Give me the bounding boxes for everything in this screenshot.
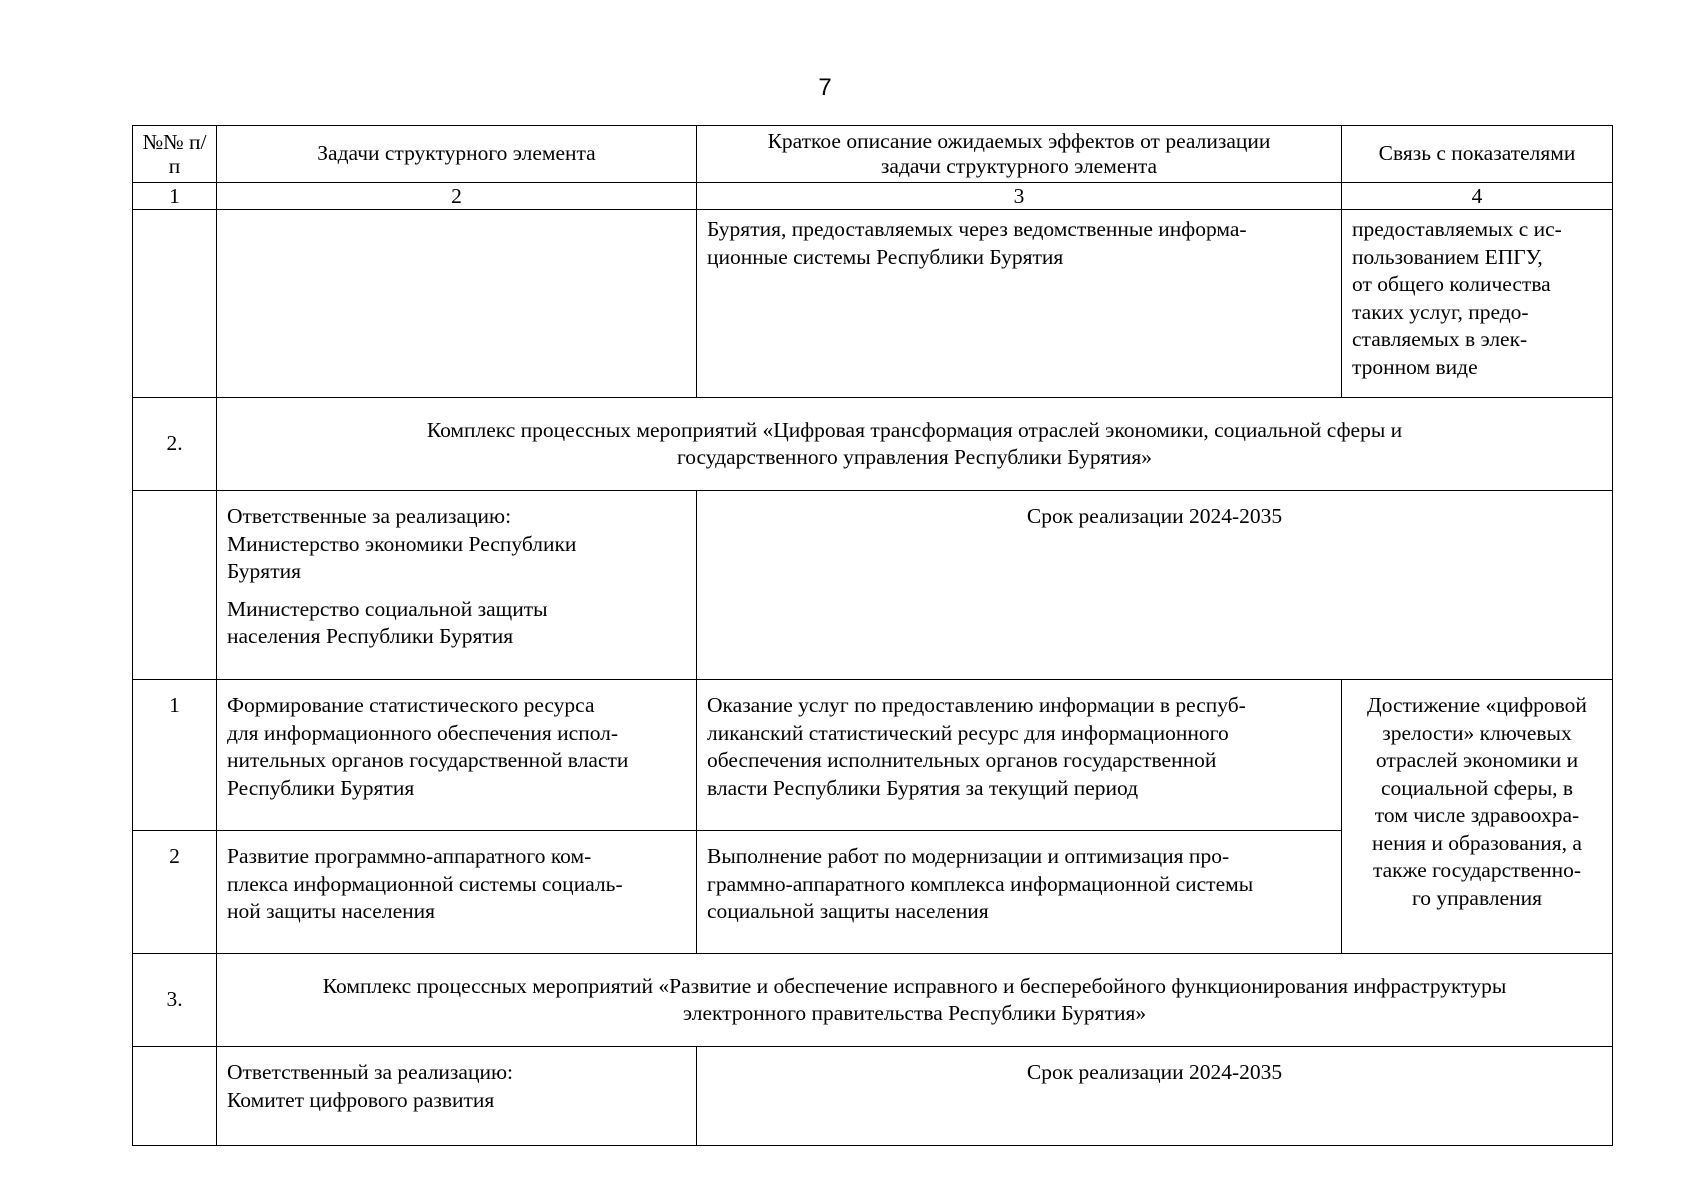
text-line: обеспечения исполнительных органов государственной [707, 748, 1217, 772]
section-3-responsible-cell [217, 1047, 697, 1146]
section-3-term-cell: Срок реализации 2024-2035 [697, 1047, 1613, 1146]
task-number: 1 [133, 680, 217, 831]
text-line: предоставляемых с ис- [1352, 217, 1562, 241]
text-line: пользованием ЕПГУ, [1352, 244, 1543, 269]
section-2-responsible-cell [217, 491, 697, 680]
text-line: Выполнение работ по модернизации и оптимизация про- [707, 844, 1230, 868]
section-2-title [217, 398, 1613, 491]
section-3-title-line-2: электронного правительства Республики Бурятия» [682, 1001, 1147, 1025]
column-number-row [133, 183, 1613, 210]
header-indicators-cell: Связь с показателями [1342, 126, 1613, 183]
section-3-number: 3. [133, 954, 217, 1047]
responsible-label: Ответственный за реализацию: [227, 1060, 514, 1084]
header-effects-line-2: задачи структурного элемента [880, 154, 1158, 178]
header-effects-cell [697, 126, 1342, 183]
text-line: ной защиты населения [227, 899, 436, 923]
continuation-task-cell [217, 210, 697, 398]
section-3-title-line-1: Комплекс процессных мероприятий «Развитие и обеспечение исправного и бесперебойного функционирования инфраструктуры [322, 973, 1507, 998]
column-number: 1 [133, 183, 217, 210]
text-line: го управления [1412, 885, 1542, 910]
section-2-term-cell: Срок реализации 2024-2035 [697, 491, 1613, 680]
section-2-task-row [133, 680, 1613, 831]
section-3-responsible-row [133, 1047, 1613, 1146]
text-line: нительных органов государственной власти [227, 748, 629, 772]
text-line: отраслей экономики и [1375, 748, 1579, 772]
column-number: 4 [1342, 183, 1613, 210]
responsible-label: Ответственные за реализацию: [227, 504, 512, 528]
empty-cell [133, 491, 217, 680]
task-effect [697, 831, 1342, 954]
text-line: тронном виде [1352, 354, 1478, 379]
text-line: власти Республики Бурятия за текущий период [707, 775, 1139, 800]
text-line: Формирование статистического ресурса [227, 693, 595, 717]
section-2-number: 2. [133, 398, 217, 491]
text-line: Оказание услуг по предоставлению информации в респуб- [707, 693, 1246, 717]
responsible-org-2: Министерство социальной защиты [227, 596, 548, 621]
text-line: Развитие программно-аппаратного ком- [227, 844, 592, 868]
text-line: Достижение «цифровой [1367, 693, 1587, 717]
continuation-row [133, 210, 1613, 398]
section-2-row [133, 398, 1613, 491]
section-2-indicator-cell [1342, 680, 1613, 954]
section-3-row [133, 954, 1613, 1047]
text-line: Республики Бурятия [227, 775, 415, 800]
responsible-org-1: Комитет цифрового развития [227, 1087, 495, 1112]
header-tasks-cell: Задачи структурного элемента [217, 126, 697, 183]
text-line: таких услуг, предо- [1352, 299, 1529, 324]
text-line: для информационного обеспечения испол- [227, 720, 619, 745]
text-line: зрелости» ключевых [1382, 720, 1572, 745]
task-effect [697, 680, 1342, 831]
section-2-title-line-2: государственного управления Республики Бурятия» [676, 445, 1153, 469]
task-description [217, 680, 697, 831]
continuation-effect-cell [697, 210, 1342, 398]
responsible-org-1: Министерство экономики Республики [227, 531, 577, 556]
text-line: Бурятия, предоставляемых через ведомственные информа- [707, 217, 1247, 241]
text-line: граммно-аппаратного комплекса информационной системы [707, 871, 1254, 896]
text-line: том числе здравоохра- [1374, 803, 1580, 827]
column-number: 2 [217, 183, 697, 210]
task-description [217, 831, 697, 954]
text-line: социальной сферы, в [1380, 775, 1574, 800]
empty-cell [133, 1047, 217, 1146]
page-number: 7 [818, 74, 832, 101]
continuation-number-cell [133, 210, 217, 398]
text-line: социальной защиты населения [707, 899, 989, 923]
column-number: 3 [697, 183, 1342, 210]
text-line: ставляемых в элек- [1352, 327, 1528, 351]
text-line: нения и образования, а [1372, 830, 1582, 855]
section-2-responsible-row [133, 491, 1613, 680]
text-line: от общего количества [1352, 272, 1551, 296]
table-header-row [133, 126, 1613, 183]
structural-elements-table [132, 125, 1613, 1146]
text-line: ликанский статистический ресурс для информационного [707, 720, 1229, 745]
text-line: плекса информационной системы социаль- [227, 871, 623, 896]
responsible-org-2: населения Республики Бурятия [227, 624, 514, 648]
section-3-title [217, 954, 1613, 1047]
header-effects-line-1: Краткое описание ожидаемых эффектов от реализации [767, 129, 1271, 153]
text-line: также государственно- [1372, 858, 1582, 882]
task-number: 2 [133, 831, 217, 954]
responsible-org-1: Бурятия [227, 559, 301, 583]
section-2-title-line-1: Комплекс процессных мероприятий «Цифровая трансформация отраслей экономики, социальной сферы и [426, 417, 1403, 442]
header-number-cell: №№ п/п [133, 126, 217, 183]
text-line: ционные системы Республики Бурятия [707, 244, 1064, 269]
continuation-indicator-cell [1342, 210, 1613, 398]
